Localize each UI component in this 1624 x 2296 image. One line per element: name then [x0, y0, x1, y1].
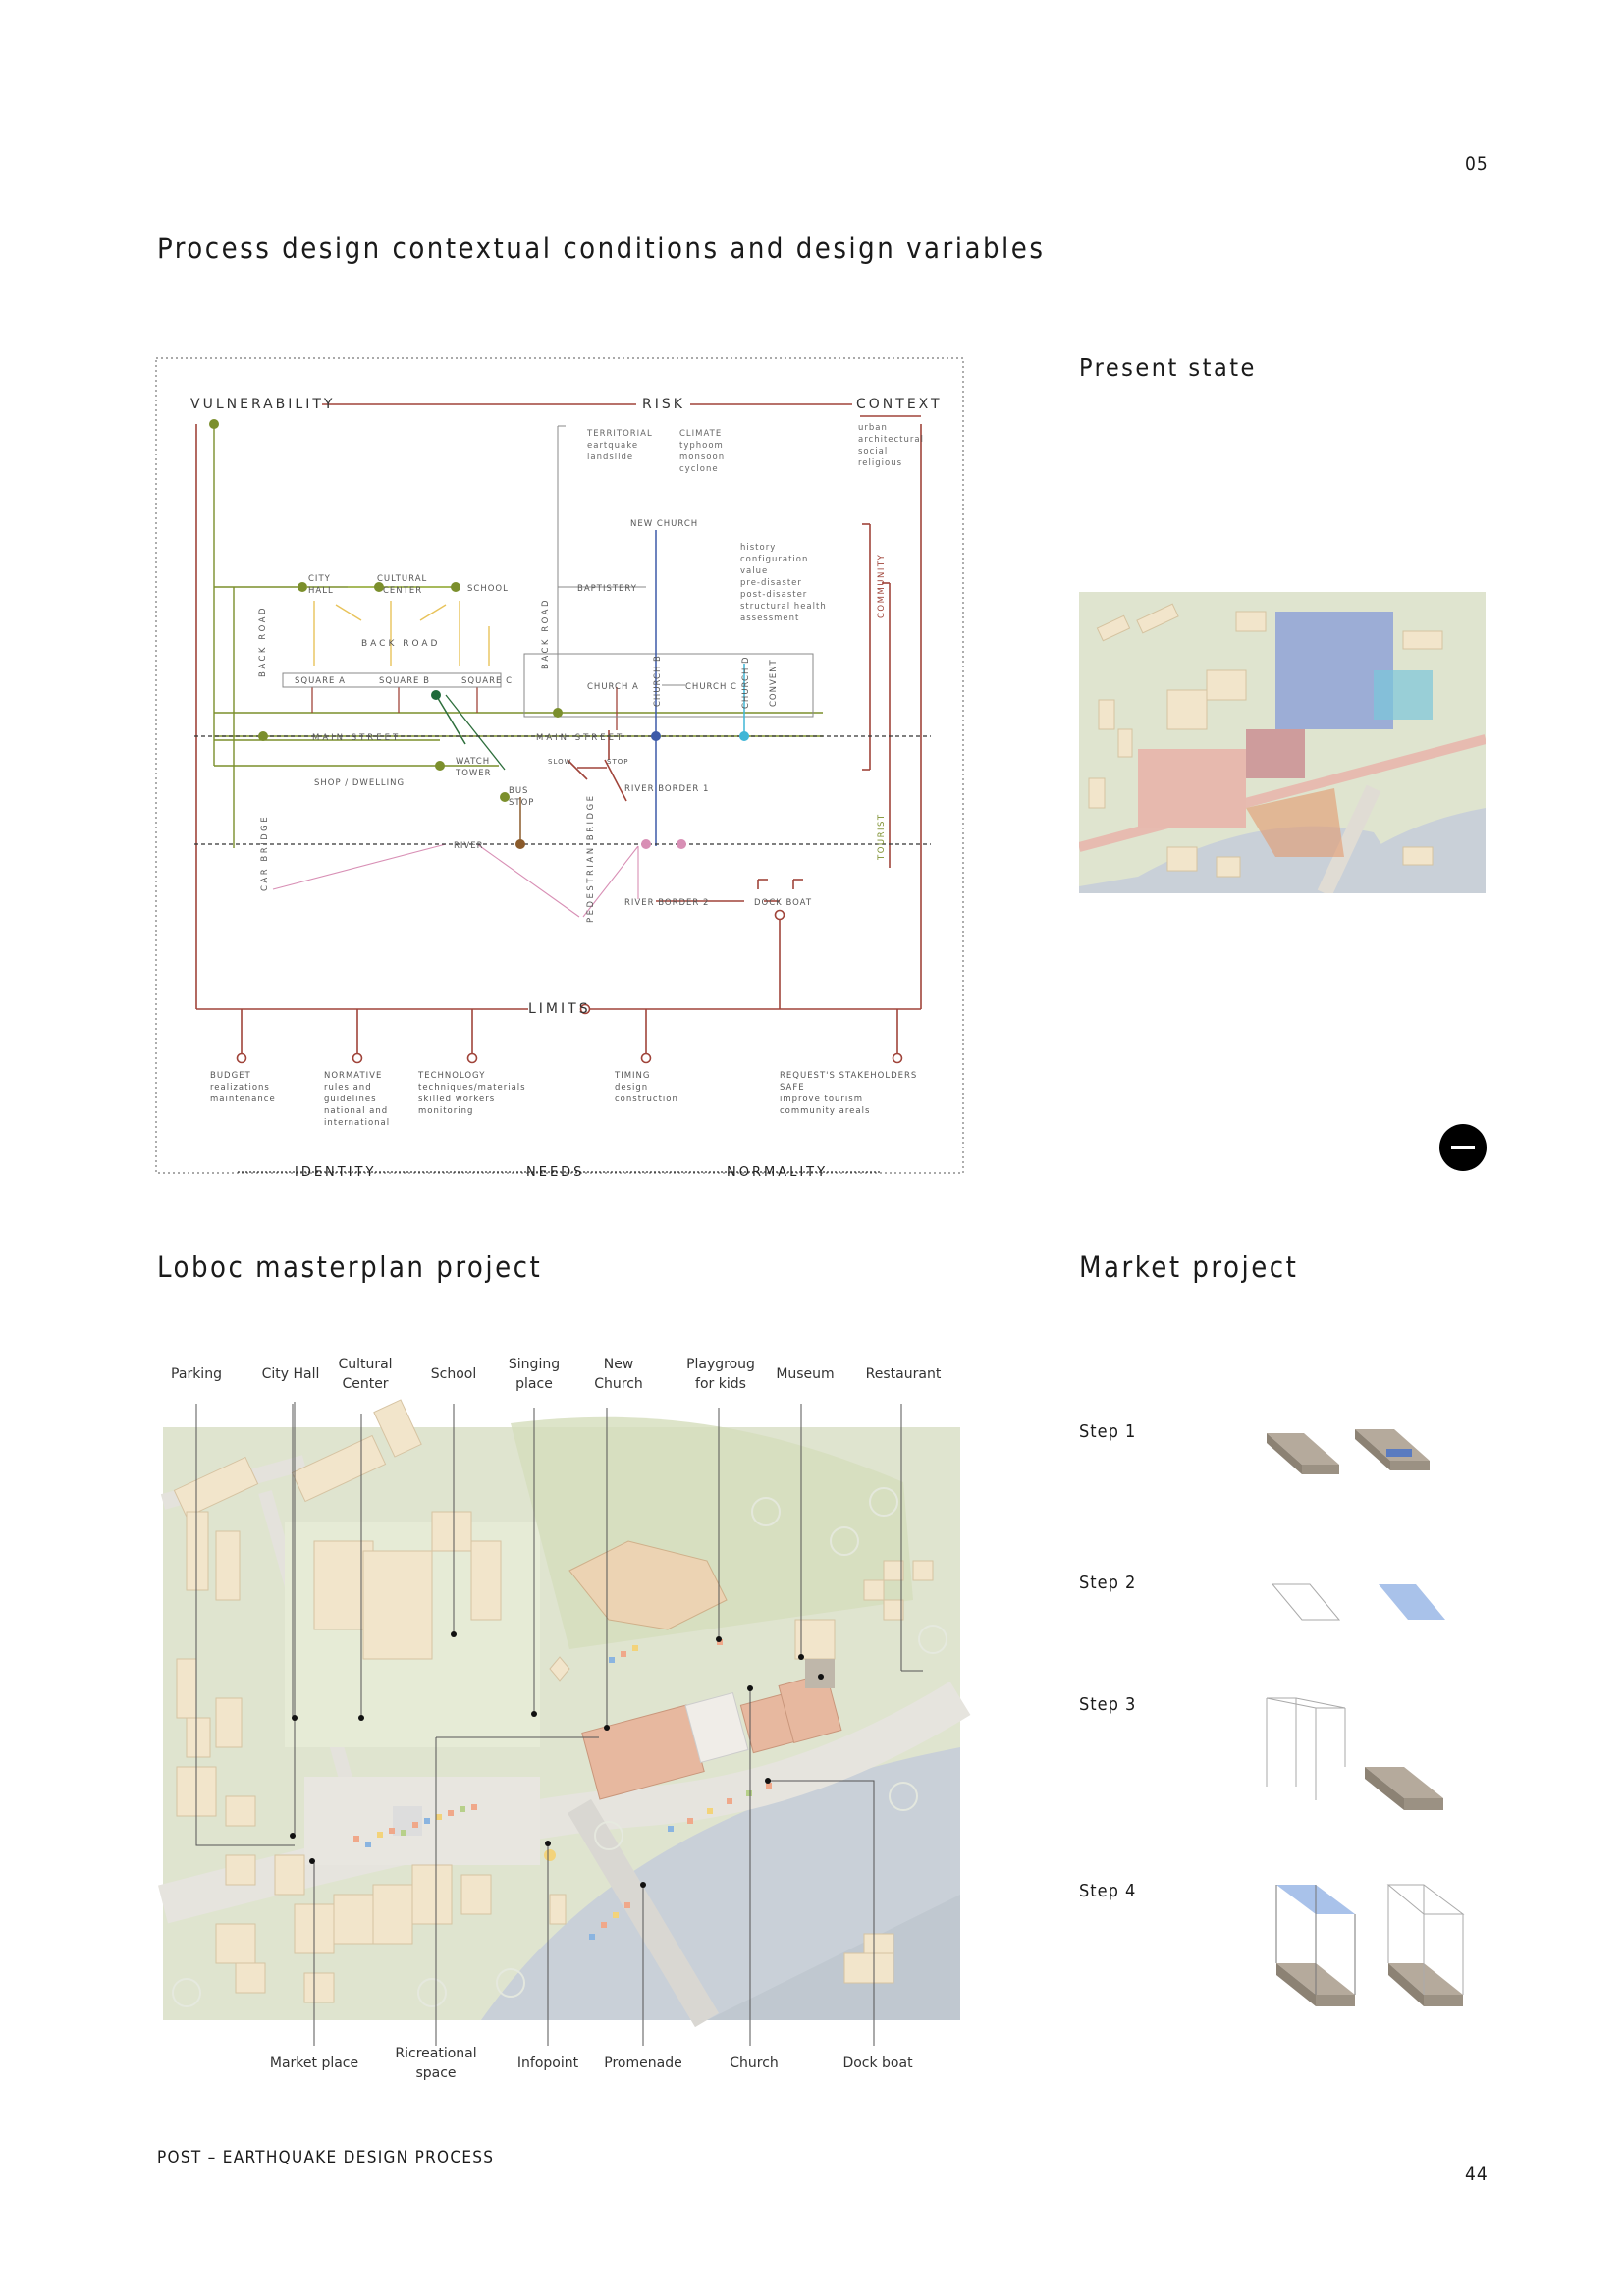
limit-normative-item: guidelines	[324, 1095, 377, 1104]
climate-item: typhoom	[679, 441, 724, 451]
step-4-open	[1388, 1885, 1463, 2006]
nav-dot-button[interactable]	[1439, 1124, 1487, 1171]
step-4-covered	[1276, 1885, 1355, 2006]
slow-label: SLOW	[548, 758, 572, 766]
square-a-label: SQUARE A	[295, 676, 346, 686]
limit-normative-item: national and	[324, 1106, 389, 1116]
label-restaurant: Restaurant	[865, 1366, 942, 1382]
dock-boat-label: DOCK BOAT	[754, 898, 813, 908]
limit-stakeholders: REQUEST'S STAKEHOLDERS	[780, 1071, 918, 1081]
step-4-label: Step 4	[1079, 1881, 1137, 1901]
limit-timing: TIMING	[615, 1071, 651, 1081]
tourist-label: TOURIST	[877, 813, 887, 860]
step-2-planes	[1272, 1584, 1445, 1620]
context-item: urban	[858, 423, 888, 433]
back-road-label: BACK ROAD	[361, 639, 441, 649]
step-3-label: Step 3	[1079, 1694, 1137, 1715]
cultural-center-label: CENTER	[383, 586, 423, 596]
limit-normative: NORMATIVE	[324, 1071, 383, 1081]
river-border-2-label: RIVER BORDER 2	[624, 898, 710, 908]
market-title: Market project	[1079, 1251, 1299, 1284]
pedestrian-bridge-label: PEDESTRIAN BRIDGE	[586, 793, 596, 923]
label-church: Church	[730, 2056, 779, 2071]
bus-stop-label: BUS	[509, 786, 529, 796]
label-promenade: Promenade	[604, 2056, 682, 2071]
limit-budget-item: maintenance	[210, 1095, 276, 1104]
church-attr: value	[740, 566, 769, 576]
label-singing-place: place	[515, 1376, 553, 1392]
process-diagram	[155, 357, 964, 1176]
climate-item: monsoon	[679, 453, 726, 462]
limit-technology-item: skilled workers	[418, 1095, 496, 1104]
climate-label: CLIMATE	[679, 429, 723, 439]
limit-normative-item: rules and	[324, 1083, 372, 1093]
church-attr: pre-disaster	[740, 578, 802, 588]
step-1-blocks	[1267, 1429, 1430, 1474]
territorial-item: landslide	[587, 453, 634, 462]
label-playground: for kids	[695, 1376, 746, 1392]
header-context: CONTEXT	[856, 397, 943, 412]
limit-timing-item: construction	[615, 1095, 678, 1104]
present-state-title: Present state	[1079, 353, 1257, 382]
church-d-label: CHURCH D	[741, 656, 751, 709]
label-city-hall: City Hall	[261, 1366, 320, 1382]
church-c-label: CHURCH C	[685, 682, 737, 692]
back-road-vertical-label-2: BACK ROAD	[541, 597, 551, 669]
limit-timing-item: design	[615, 1083, 649, 1093]
baptistery-label: BAPTISTERY	[577, 584, 637, 594]
school-label: SCHOOL	[467, 584, 509, 594]
limit-technology-item: techniques/materials	[418, 1083, 526, 1093]
church-a-label: CHURCH A	[587, 682, 639, 692]
label-museum: Museum	[776, 1366, 835, 1382]
bottom-normality: NORMALITY	[727, 1165, 829, 1176]
church-b-label: CHURCH B	[653, 655, 663, 707]
header-risk: RISK	[642, 397, 685, 412]
bottom-needs: NEEDS	[526, 1165, 585, 1176]
process-title: Process design contextual conditions and design variables	[157, 232, 1046, 265]
limit-budget-item: realizations	[210, 1083, 270, 1093]
masterplan-title: Loboc masterplan project	[157, 1251, 543, 1284]
label-new-church: New	[603, 1357, 634, 1372]
label-infopoint: Infopoint	[516, 2056, 579, 2071]
limit-budget: BUDGET	[210, 1071, 251, 1081]
limit-technology: TECHNOLOGY	[418, 1071, 486, 1081]
new-church-label: NEW CHURCH	[630, 519, 699, 529]
territorial-item: eartquake	[587, 441, 639, 451]
present-state-map	[1079, 592, 1486, 893]
convent-label: CONVENT	[769, 659, 779, 707]
community-label: COMMUNITY	[877, 553, 887, 618]
context-item: social	[858, 447, 889, 456]
limit-stakeholders-item: SAFE	[780, 1083, 805, 1093]
stop-label: STOP	[607, 758, 629, 766]
label-ricreational-space: Ricreational	[395, 2046, 477, 2061]
square-b-label: SQUARE B	[379, 676, 430, 686]
church-attr: assessment	[740, 614, 800, 623]
context-item: religious	[858, 458, 903, 468]
church-attr: history	[740, 543, 777, 553]
back-road-vertical-label: BACK ROAD	[258, 605, 268, 677]
limit-stakeholders-item: community areals	[780, 1106, 871, 1116]
car-bridge-label: CAR BRIDGE	[260, 814, 270, 891]
bottom-identity: IDENTITY	[295, 1165, 377, 1176]
step-2-label: Step 2	[1079, 1573, 1137, 1593]
bus-stop-label: STOP	[509, 798, 535, 808]
label-playground: Playgroug	[686, 1357, 755, 1372]
label-parking: Parking	[171, 1366, 222, 1382]
watch-tower-label: WATCH	[456, 757, 491, 767]
river-border-1-label: RIVER BORDER 1	[624, 784, 710, 794]
label-dock-boat: Dock boat	[842, 2056, 913, 2071]
square-c-label: SQUARE C	[461, 676, 514, 686]
label-school: School	[430, 1366, 477, 1382]
masterplan-map	[157, 1345, 972, 2091]
main-street-label: MAIN STREET	[312, 733, 402, 743]
limit-technology-item: monitoring	[418, 1106, 474, 1116]
page-number: 44	[1465, 2163, 1489, 2185]
church-attr: structural health	[740, 602, 827, 612]
dash-icon	[1451, 1146, 1475, 1149]
context-item: architectural	[858, 435, 924, 445]
step-3-block	[1365, 1767, 1443, 1810]
section-number: 05	[1465, 153, 1489, 175]
shop-dwelling-label: SHOP / DWELLING	[314, 778, 406, 788]
river-label: RIVER	[454, 841, 484, 851]
label-new-church: Church	[594, 1376, 643, 1392]
city-hall-label: HALL	[308, 586, 334, 596]
label-cultural-center: Cultural	[338, 1357, 393, 1372]
cultural-center-label: CULTURAL	[377, 574, 428, 584]
label-cultural-center: Center	[342, 1376, 389, 1392]
label-singing-place: Singing	[508, 1357, 561, 1372]
step-3-frame	[1267, 1698, 1345, 1800]
watch-tower-label: TOWER	[456, 769, 492, 778]
footer-title: POST – EARTHQUAKE DESIGN PROCESS	[157, 2148, 495, 2167]
church-attr: configuration	[740, 555, 809, 564]
main-street-label-2: MAIN STREET	[536, 733, 625, 743]
limit-normative-item: international	[324, 1118, 391, 1128]
city-hall-label: CITY	[308, 574, 331, 584]
label-market-place: Market place	[269, 2056, 359, 2071]
limit-stakeholders-item: improve tourism	[780, 1095, 863, 1104]
label-ricreational-space: space	[415, 2065, 457, 2081]
step-1-label: Step 1	[1079, 1421, 1137, 1442]
climate-item: cyclone	[679, 464, 719, 474]
header-vulnerability: VULNERABILITY	[190, 397, 336, 412]
market-steps-drawing	[1257, 1414, 1492, 2032]
header-limits: LIMITS	[528, 1001, 591, 1017]
church-attr: post-disaster	[740, 590, 808, 600]
territorial-label: TERRITORIAL	[587, 429, 653, 439]
